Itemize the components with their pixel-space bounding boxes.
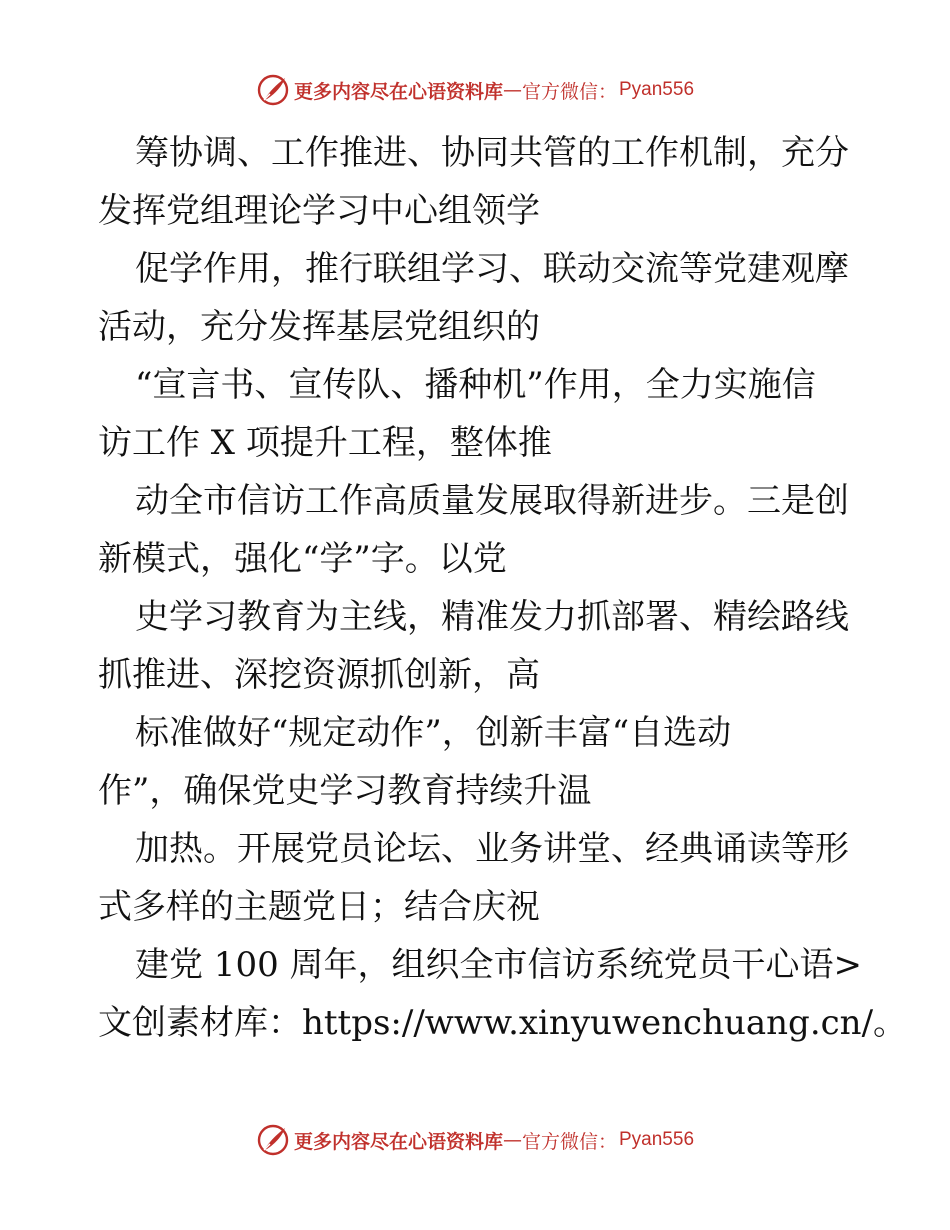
body-line-16: 文创素材库：https://www.xinyuwenchuang.cn/。 xyxy=(98,1003,908,1043)
body-line-11: 标准做好“规定动作”，创新丰富“自选动 xyxy=(135,713,732,753)
banner-brand-text: 更多内容尽在心语资料库 xyxy=(293,80,503,103)
body-line-6: 访工作 X 项提升工程，整体推 xyxy=(98,423,552,463)
body-line-2: 发挥党组理论学习中心组领学 xyxy=(98,191,540,231)
body-line-14: 式多样的主题党日；结合庆祝 xyxy=(98,887,540,927)
body-line-3: 促学作用，推行联组学习、联动交流等党建观摩 xyxy=(135,249,849,289)
body-line-15: 建党 100 周年，组织全市信访系统党员干心语> xyxy=(135,945,862,985)
banner-wechat-id: Pyan556 xyxy=(619,79,695,100)
footer-banner xyxy=(0,1120,950,1160)
quill-pen-logo-icon xyxy=(256,73,290,107)
body-line-1: 筹协调、工作推进、协同共管的工作机制，充分 xyxy=(135,133,849,173)
document-body xyxy=(98,124,908,1052)
footer-brand-text: 更多内容尽在心语资料库 xyxy=(293,1130,503,1153)
body-line-13: 加热。开展党员论坛、业务讲堂、经典诵读等形 xyxy=(135,829,849,869)
body-line-4: 活动，充分发挥基层党组织的 xyxy=(98,307,540,347)
body-line-12: 作”，确保党史学习教育持续升温 xyxy=(98,771,592,811)
body-line-5: “宣言书、宣传队、播种机”作用，全力实施信 xyxy=(135,365,816,405)
footer-wechat-label: 官方微信： xyxy=(521,1130,617,1153)
banner-wechat-label: 官方微信： xyxy=(521,80,617,103)
quill-pen-logo-icon xyxy=(256,1123,290,1157)
body-line-9: 史学习教育为主线，精准发力抓部署、精绘路线 xyxy=(135,597,849,637)
header-banner xyxy=(0,70,950,110)
body-line-10: 抓推进、深挖资源抓创新，高 xyxy=(98,655,540,695)
banner-dash: — xyxy=(502,79,522,101)
body-line-7: 动全市信访工作高质量发展取得新进步。三是创 xyxy=(135,481,849,521)
body-line-8: 新模式，强化“学”字。以党 xyxy=(98,539,507,579)
footer-wechat-id: Pyan556 xyxy=(619,1129,695,1150)
footer-dash: — xyxy=(502,1129,522,1151)
